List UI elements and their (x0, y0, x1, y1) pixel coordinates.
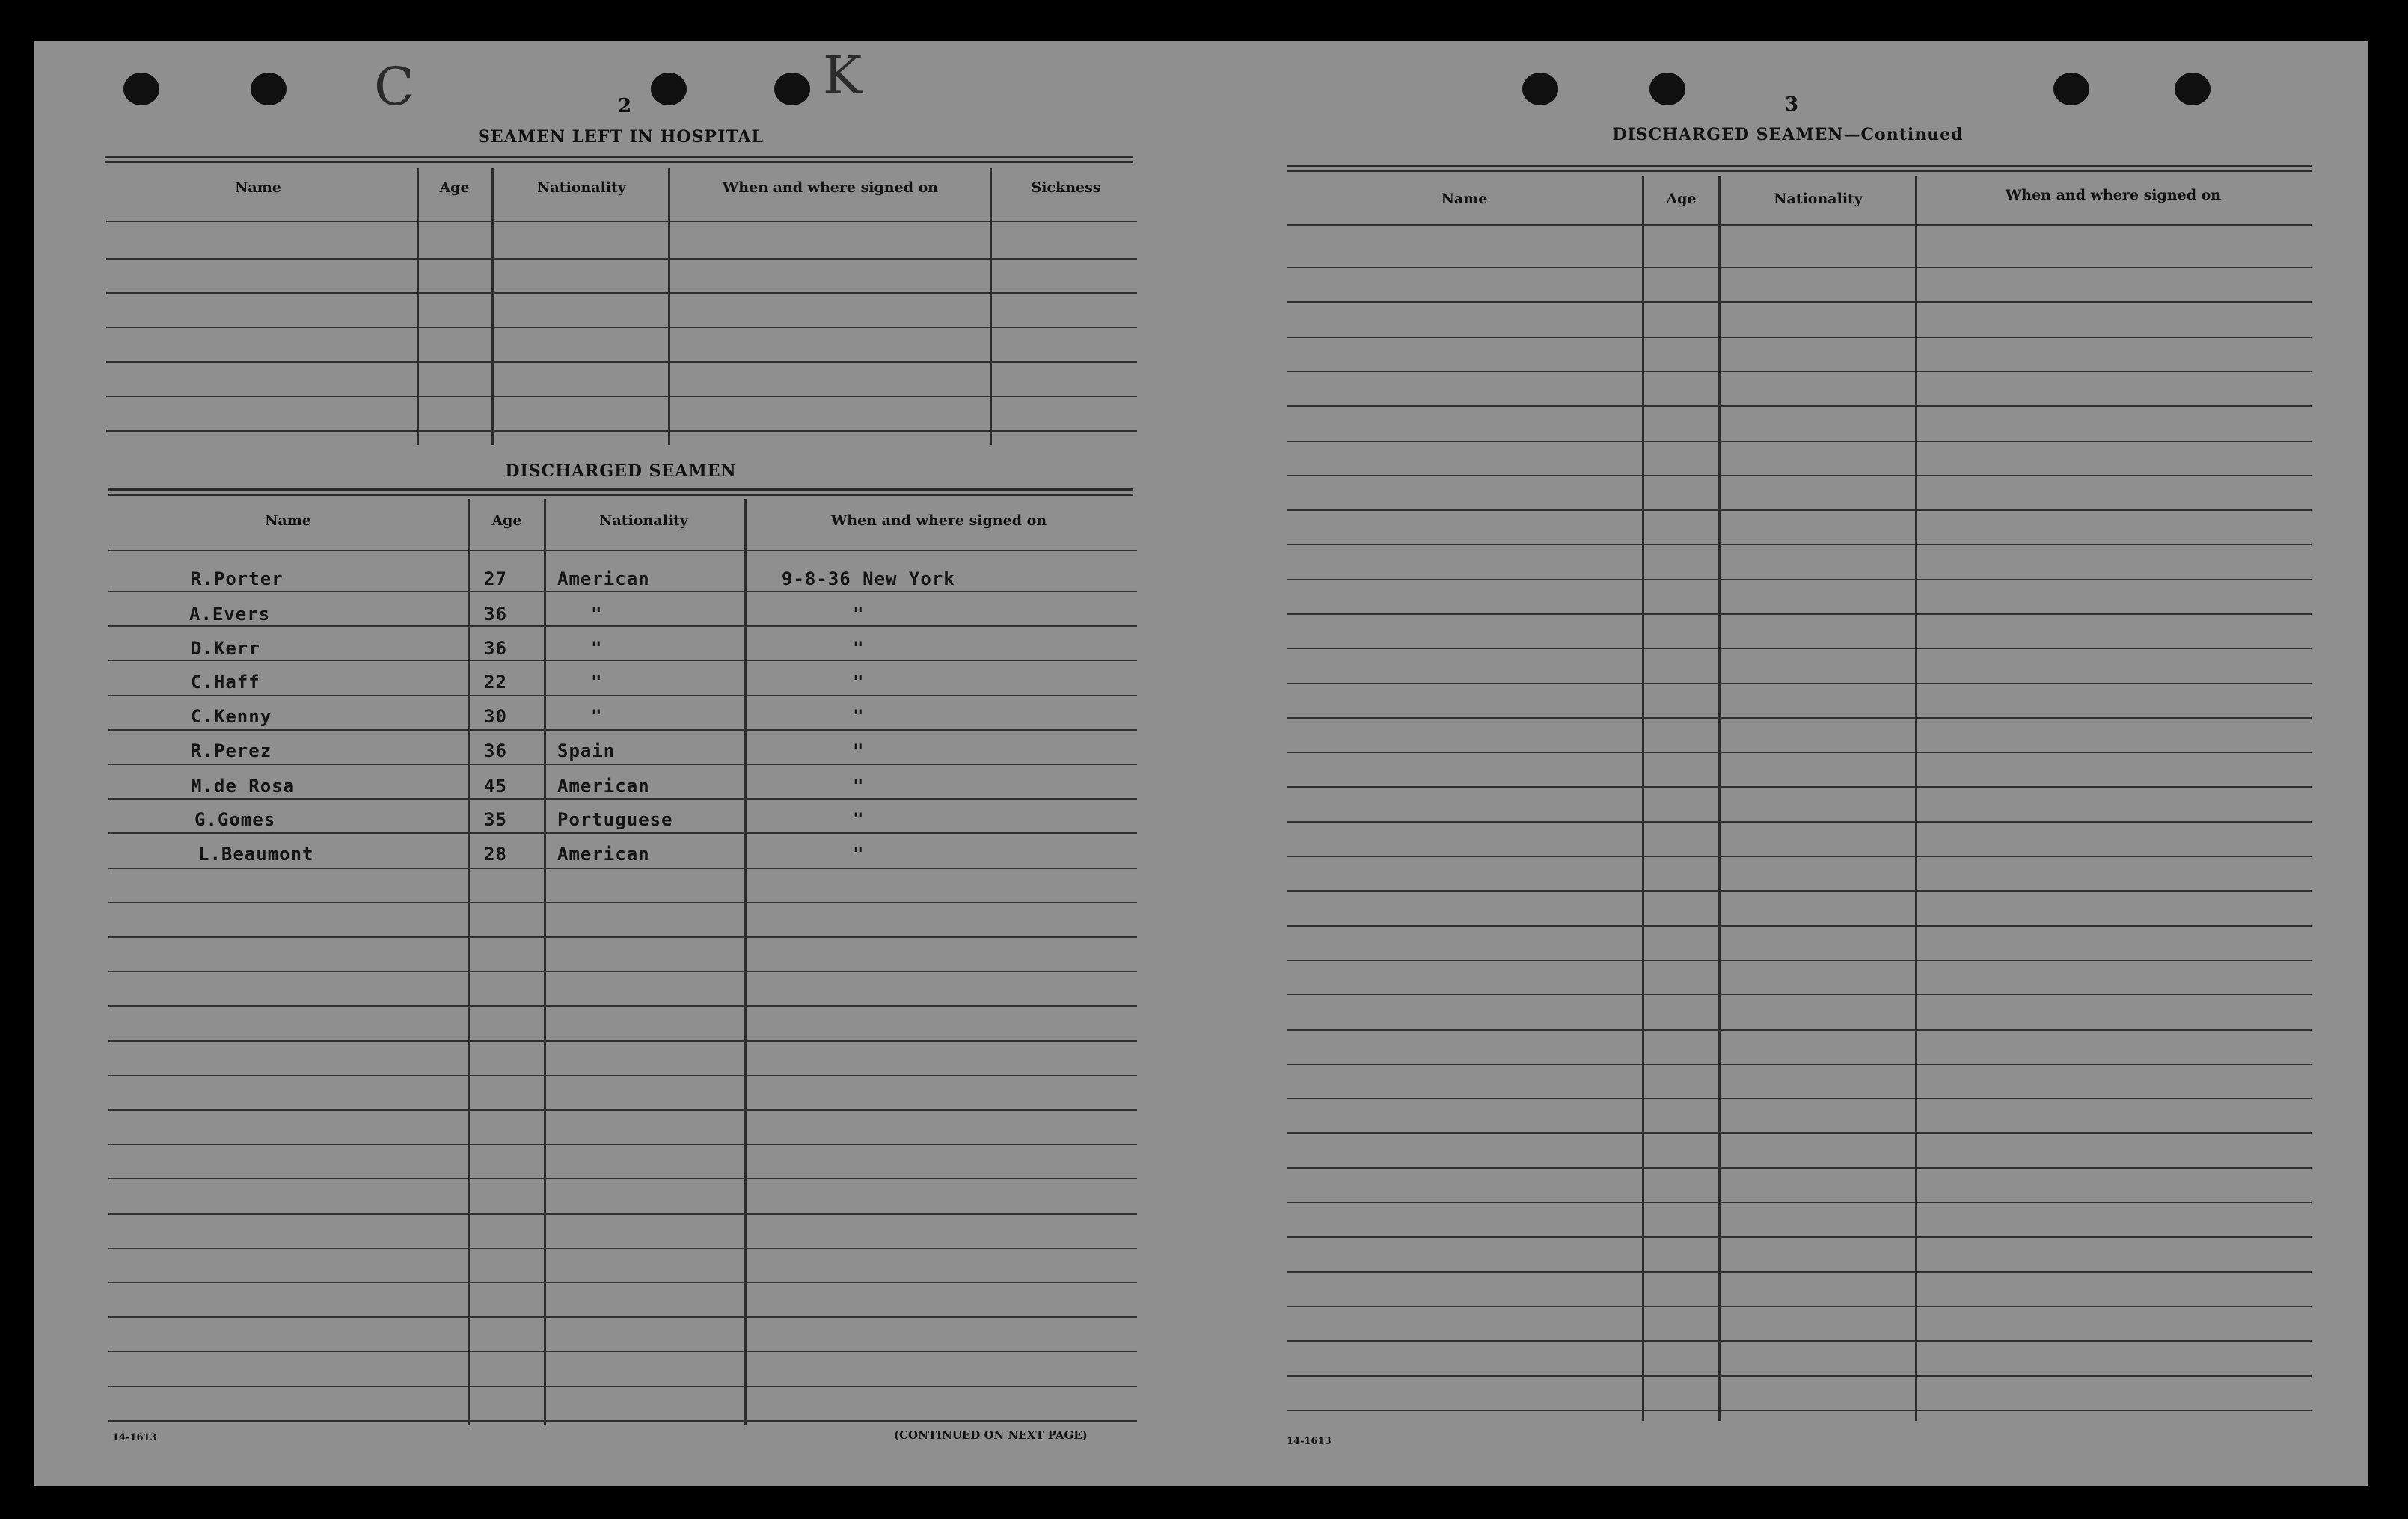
cell-age: 36 (484, 604, 507, 625)
row-rule (1287, 1271, 2312, 1273)
col-header-nationality: Nationality (537, 179, 626, 196)
cell-nationality: " (591, 672, 603, 693)
row-rule (108, 868, 1137, 869)
divider (1287, 165, 2312, 167)
cell-nationality: American (557, 568, 650, 589)
cell-nationality: " (591, 706, 603, 727)
row-rule (108, 1178, 1137, 1179)
cell-name: R.Perez (191, 740, 272, 761)
row-rule (108, 1109, 1137, 1111)
row-rule (1287, 441, 2312, 442)
row-rule (108, 971, 1137, 972)
divider (108, 494, 1133, 496)
cell-age: 36 (484, 638, 507, 659)
page-number: 3 (1784, 93, 1799, 116)
handwritten-mark: C (374, 56, 414, 117)
cell-name: C.Kenny (191, 706, 272, 727)
row-rule (1287, 544, 2312, 545)
col-header-name: Name (265, 512, 311, 529)
row-rule (1287, 1375, 2312, 1377)
cell-signed-on: " (853, 776, 865, 797)
row-rule (1287, 613, 2312, 615)
row-rule (1287, 475, 2312, 476)
row-rule (1287, 301, 2312, 303)
row-rule (1287, 925, 2312, 927)
row-rule (106, 430, 1137, 432)
row-rule (1287, 752, 2312, 753)
cell-nationality: " (591, 638, 603, 659)
row-rule (1287, 405, 2312, 407)
row-rule (108, 1144, 1137, 1145)
row-rule (108, 1386, 1137, 1387)
divider (1287, 170, 2312, 172)
right-page (1201, 41, 2368, 1486)
row-rule (108, 1213, 1137, 1215)
row-rule (108, 591, 1137, 592)
col-header-signed-on: When and where signed on (722, 179, 939, 196)
row-rule (108, 1005, 1137, 1007)
col-header-signed-on: When and where signed on (830, 512, 1047, 529)
cell-name: G.Gomes (194, 809, 276, 830)
row-rule (108, 764, 1137, 765)
cell-name: A.Evers (189, 604, 271, 625)
row-rule (1287, 579, 2312, 580)
form-number: 14-1613 (112, 1432, 157, 1443)
row-rule (1287, 1236, 2312, 1238)
row-rule (108, 729, 1137, 731)
row-rule (1287, 1098, 2312, 1099)
row-rule (106, 396, 1137, 397)
row-rule (1287, 960, 2312, 961)
cell-signed-on: " (853, 706, 865, 727)
cell-signed-on: " (853, 604, 865, 625)
row-rule (1287, 856, 2312, 857)
right-section-title: DISCHARGED SEAMEN—Continued (1612, 125, 1964, 144)
col-header-age: Age (1666, 191, 1697, 207)
row-rule (1287, 1029, 2312, 1031)
left-page (34, 41, 1201, 1486)
cell-nationality: " (591, 604, 603, 625)
cell-name: R.Porter (191, 568, 284, 589)
row-rule (1287, 648, 2312, 649)
col-header-nationality: Nationality (1774, 191, 1863, 207)
cell-nationality: Portuguese (557, 809, 673, 830)
row-rule (1287, 1132, 2312, 1134)
row-rule (1287, 786, 2312, 788)
row-rule (106, 258, 1137, 260)
header-rule (108, 550, 1137, 551)
cell-signed-on: " (853, 672, 865, 693)
cell-age: 27 (484, 568, 507, 589)
row-rule (1287, 371, 2312, 372)
cell-age: 36 (484, 740, 507, 761)
row-rule (108, 936, 1137, 938)
cell-age: 45 (484, 776, 507, 797)
row-rule (1287, 821, 2312, 823)
cell-name: D.Kerr (191, 638, 260, 659)
row-rule (1287, 1306, 2312, 1307)
column-divider (468, 499, 470, 1425)
column-divider (990, 168, 992, 445)
cell-signed-on: " (853, 740, 865, 761)
cell-nationality: American (557, 844, 650, 865)
row-rule (108, 1351, 1137, 1352)
row-rule (108, 1040, 1137, 1042)
page-number: 2 (617, 95, 632, 117)
cell-age: 22 (484, 672, 507, 693)
row-rule (1287, 1340, 2312, 1342)
cell-signed-on: " (853, 638, 865, 659)
column-divider (668, 168, 670, 445)
row-rule (1287, 267, 2312, 268)
row-rule (108, 625, 1137, 627)
handwritten-mark: K (823, 45, 863, 106)
row-rule (1287, 683, 2312, 684)
continued-note: (CONTINUED ON NEXT PAGE) (894, 1429, 1088, 1442)
cell-name: C.Haff (191, 672, 260, 693)
cell-signed-on: 9-8-36 New York (782, 568, 955, 589)
row-rule (106, 361, 1137, 363)
col-header-age: Age (491, 512, 522, 529)
cell-signed-on: " (853, 844, 865, 865)
column-divider (744, 499, 747, 1425)
col-header-signed-on: When and where signed on (2005, 187, 2222, 203)
column-divider (417, 168, 419, 445)
row-rule (1287, 509, 2312, 511)
row-rule (1287, 890, 2312, 892)
col-header-name: Name (235, 179, 281, 196)
column-divider (1718, 176, 1721, 1421)
cell-age: 30 (484, 706, 507, 727)
row-rule (1287, 1064, 2312, 1065)
column-divider (544, 499, 546, 1425)
cell-signed-on: " (853, 809, 865, 830)
row-rule (108, 1282, 1137, 1283)
column-divider (491, 168, 494, 445)
discharged-section-title: DISCHARGED SEAMEN (505, 461, 737, 481)
row-rule (1287, 337, 2312, 338)
row-rule (108, 902, 1137, 903)
row-rule (108, 695, 1137, 696)
row-rule (108, 1316, 1137, 1318)
header-rule (1287, 224, 2312, 226)
punch-hole (1522, 73, 1558, 105)
divider (105, 161, 1133, 163)
col-header-name: Name (1441, 191, 1488, 207)
col-header-age: Age (439, 179, 470, 196)
col-header-sickness: Sickness (1031, 179, 1101, 196)
cell-name: L.Beaumont (198, 844, 314, 865)
punch-hole (651, 73, 687, 105)
column-divider (1915, 176, 1917, 1421)
divider (108, 488, 1133, 491)
column-divider (1642, 176, 1644, 1421)
row-rule (108, 798, 1137, 800)
punch-hole (774, 73, 810, 105)
form-number: 14-1613 (1287, 1436, 1332, 1447)
col-header-nationality: Nationality (599, 512, 688, 529)
row-rule (106, 327, 1137, 328)
row-rule (108, 1248, 1137, 1249)
cell-name: M.de Rosa (191, 776, 295, 797)
punch-hole (2053, 73, 2089, 105)
header-rule (106, 221, 1137, 222)
hospital-section-title: SEAMEN LEFT IN HOSPITAL (478, 127, 764, 147)
punch-hole (1649, 73, 1685, 105)
row-rule (1287, 1410, 2312, 1411)
cell-nationality: Spain (557, 740, 616, 761)
row-rule (1287, 1167, 2312, 1169)
cell-age: 28 (484, 844, 507, 865)
row-rule (106, 292, 1137, 294)
row-rule (108, 1420, 1137, 1422)
divider (105, 156, 1133, 158)
row-rule (108, 660, 1137, 661)
punch-hole (251, 73, 287, 105)
row-rule (108, 832, 1137, 834)
row-rule (1287, 994, 2312, 995)
punch-hole (2175, 73, 2211, 105)
row-rule (1287, 1202, 2312, 1203)
row-rule (108, 1075, 1137, 1076)
row-rule (1287, 717, 2312, 719)
punch-hole (123, 73, 159, 105)
cell-age: 35 (484, 809, 507, 830)
cell-nationality: American (557, 776, 650, 797)
